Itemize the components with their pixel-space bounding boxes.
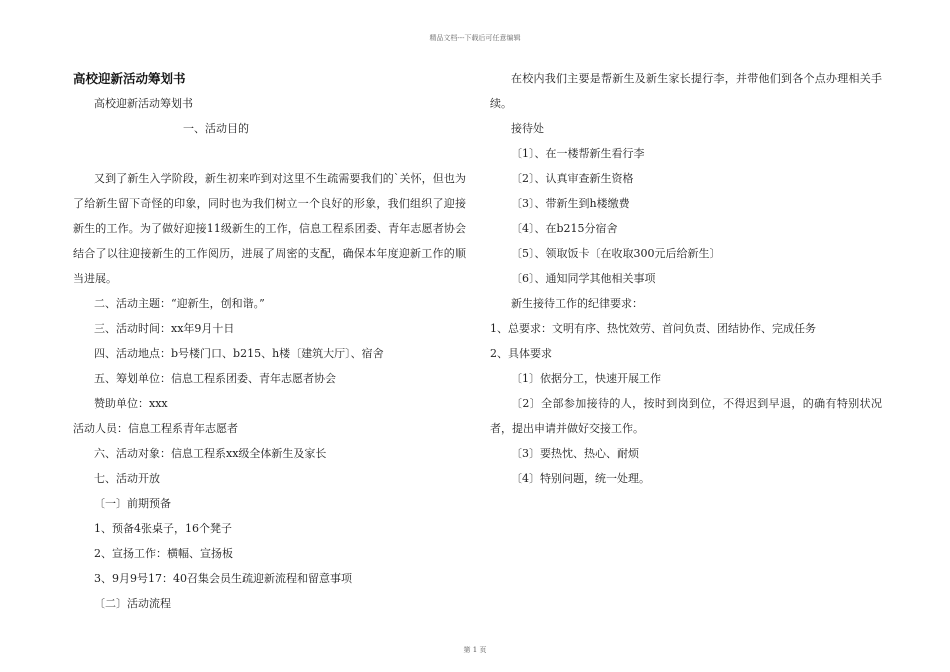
document-title: 高校迎新活动筹划书 <box>73 71 186 86</box>
list-item: 六、活动对象：信息工程系xx级全体新生及家长 <box>94 447 327 460</box>
list-item: 活动人员：信息工程系青年志愿者 <box>73 422 238 435</box>
list-item: 2、具体要求 <box>490 347 552 360</box>
list-item: 接待处 <box>511 122 544 135</box>
list-item: 〔3〕、带新生到h楼缴费 <box>511 197 630 210</box>
list-item: 〔2〕、认真审查新生资格 <box>511 172 634 185</box>
document-subtitle: 高校迎新活动筹划书 <box>94 97 193 110</box>
list-item: 新生接待工作的纪律要求： <box>511 297 643 310</box>
list-item: 〔3〕要热忱、热心、耐烦 <box>511 447 639 460</box>
blank-line <box>73 141 466 166</box>
page-header-note: 精品文档---下载后可任意编辑 <box>429 34 521 42</box>
list-item: 〔一〕前期预备 <box>94 497 171 510</box>
list-item: 〔1〕、在一楼帮新生看行李 <box>511 147 645 160</box>
list-item: 赞助单位：xxx <box>94 397 168 410</box>
list-item: 七、活动开放 <box>94 472 160 485</box>
list-item: 〔4〕特别问题，统一处理。 <box>511 472 650 485</box>
purpose-paragraph: 又到了新生入学阶段，新生初来咋到对这里不生疏需要我们的`关怀，但也为了给新生留下奇怪的印象，同时也为我们树立一个良好的形象，我们组织了迎接新生的工作。为了做好迎接11级新生的工作，信息工程系团委、青年志愿者协会结合了以往迎接新生的工作阅历，进展了周密的支配，确保本年度迎新工作的顺当进展。 <box>73 172 466 285</box>
requirement-item-list-end <box>490 441 882 491</box>
list-item: 五、筹划单位：信息工程系团委、青年志愿者协会 <box>94 372 336 385</box>
left-column <box>73 66 466 616</box>
list-item: 四、活动地点：b号楼门口、b215、h楼〔建筑大厅〕、宿舍 <box>94 347 384 360</box>
reception-item-list <box>490 116 882 316</box>
list-item: 三、活动时间：xx年9月十日 <box>94 322 235 335</box>
requirement-item-list <box>490 316 882 391</box>
left-item-list <box>73 291 466 616</box>
list-item: 〔6〕、通知同学其他相关事项 <box>511 272 656 285</box>
requirement-paragraph: 〔2〕全部参加接待的人，按时到岗到位，不得迟到早退，的确有特别状况者，提出申请并做好交接工作。 <box>490 397 882 435</box>
list-item: 〔1〕依据分工，快速开展工作 <box>511 372 661 385</box>
section-heading-purpose: 一、活动目的 <box>183 122 249 135</box>
right-column <box>490 66 882 491</box>
list-item: 3、9月9号17：40召集会员生疏迎新流程和留意事项 <box>94 572 352 585</box>
list-item: 〔4〕、在b215分宿舍 <box>511 222 618 235</box>
list-item: 〔5〕、领取饭卡〔在收取300元后给新生〕 <box>511 247 721 260</box>
list-item: 2、宣扬工作：横幅、宣扬板 <box>94 547 233 560</box>
page-number: 第 1 页 <box>463 646 487 654</box>
campus-help-paragraph: 在校内我们主要是帮新生及新生家长提行李，并带他们到各个点办理相关手续。 <box>490 72 882 110</box>
list-item: 1、预备4张桌子，16个凳子 <box>94 522 232 535</box>
list-item: 1、总要求：文明有序、热忱效劳、首问负责、团结协作、完成任务 <box>490 322 816 335</box>
list-item: 二、活动主题：“迎新生，创和谐。” <box>94 297 265 310</box>
list-item: 〔二〕活动流程 <box>94 597 171 610</box>
